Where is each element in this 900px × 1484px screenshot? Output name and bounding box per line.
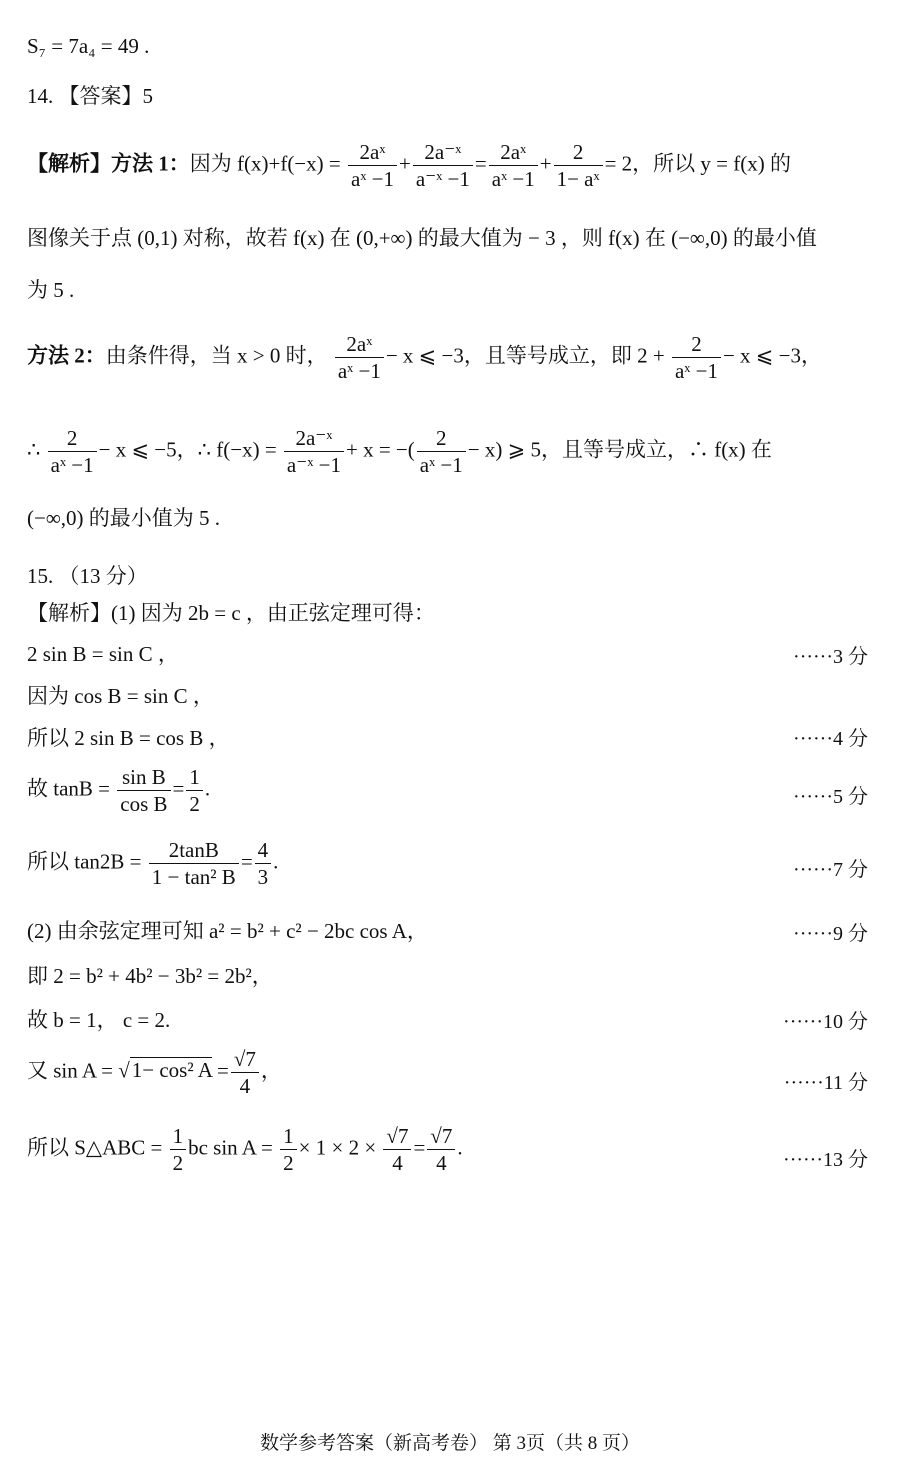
q15-part1-intro: 【解析】(1) 因为 2b = c ，由正弦定理可得： [27,601,435,625]
text: ， [260,1058,282,1083]
text: 因为 f(x)+f(−x) = [189,151,341,176]
numerator: 2 [554,140,603,166]
score-4: ······4 分 [793,728,868,750]
q15-step-sin-a [27,1047,282,1098]
q14-answer: 14. 【答案】5 [27,84,153,108]
numerator: 4 [255,838,272,864]
fraction [231,1047,259,1098]
numerator: √7 [427,1124,455,1150]
numerator: 2aˣ [335,332,384,358]
text: = [216,1058,229,1083]
denominator: cos B [120,792,168,817]
text: = [240,849,253,874]
text: 又 sin A = √ [27,1058,130,1083]
denominator: aˣ −1 [50,453,94,478]
denominator: 4 [392,1151,403,1176]
score-13: ······13 分 [783,1149,868,1171]
denominator: 2 [283,1151,294,1176]
denominator: aˣ −1 [674,359,718,384]
fraction [117,765,170,816]
text: 所以 S△ABC = [27,1135,163,1160]
denominator: a⁻ˣ −1 [286,453,341,478]
text: − x ⩽ −3， [722,343,822,368]
q15-step-b-c: 故 b = 1， c = 2. [27,1008,171,1032]
fraction [255,838,272,889]
numerator: 1 [186,765,203,791]
score-10: ······10 分 [783,1011,868,1033]
text: = 2，所以 y = f(x) 的 [604,151,791,176]
text: + x = −( [346,437,415,462]
denominator: aˣ −1 [491,167,535,192]
fraction [186,765,203,816]
text: − x) ⩾ 5，且等号成立，∴ f(x) 在 [467,437,772,462]
score-7: ······7 分 [793,859,868,881]
numerator: 2 [417,426,466,452]
q15-step-cos: 所以 2 sin B = cos B ， [27,726,230,750]
text: − x ⩽ −5，∴ f(−x) = [98,437,277,462]
fraction [383,1124,411,1175]
denominator: 1 − tan² B [151,865,236,890]
fraction [335,332,384,383]
q15-part2-cosine-law: (2) 由余弦定理可知 a² = b² + c² − 2bc cos A， [27,919,428,943]
text: = [172,776,185,801]
score-11: ······11 分 [783,1072,868,1094]
numerator: 2tanB [149,838,239,864]
q14-method2 [27,332,822,383]
denominator: 2 [172,1151,184,1176]
numerator: √7 [383,1124,411,1150]
denominator: 1− aˣ [556,167,600,192]
numerator: sin B [117,765,170,791]
q14-line-min: 为 5 . [27,278,75,302]
method2-label: 方法 2： [27,343,106,368]
score-5: ······5 分 [793,786,868,808]
denominator: aˣ −1 [337,359,381,384]
text: 由条件得，当 x > 0 时， [105,343,328,368]
q14-derivation [27,426,772,477]
denominator: 3 [257,865,269,890]
fraction [284,426,344,477]
denominator: 4 [239,1074,251,1099]
text: bc sin A = [188,1135,273,1160]
text: . [457,1135,463,1160]
text: − x ⩽ −3，且等号成立，即 2 + [385,343,665,368]
method1-label: 【解析】方法 1： [27,151,190,176]
denominator: aˣ −1 [351,167,394,192]
q15-step-cos-sin: 因为 cos B = sin C ， [27,684,214,708]
q15-header: 15. （13 分） [27,564,148,588]
numerator: 2 [48,426,97,452]
denominator: 2 [189,792,200,817]
numerator: 2aˣ [489,140,538,166]
denominator: a⁻ˣ −1 [415,167,470,192]
fraction [348,140,397,191]
q15-step-sin: 2 sin B = sin C ， [27,642,179,666]
text: = [413,1135,426,1160]
fraction [280,1124,297,1175]
q14-conclusion: (−∞,0) 的最小值为 5 . [27,506,221,530]
q15-step-b-squared: 即 2 = b² + 4b² − 3b² = 2b²， [27,964,273,988]
page-footer: 数学参考答案（新高考卷） 第 3页（共 8 页） [259,1433,640,1454]
numerator: 2 [672,332,721,358]
fraction [48,426,97,477]
numerator: 2a⁻ˣ [284,426,344,452]
numerator: 1 [280,1124,297,1150]
numerator: 2aˣ [348,140,397,166]
text: × 1 × 2 × [298,1135,377,1160]
q15-step-area [27,1124,463,1175]
text: 故 tanB = [27,776,111,801]
q15-step-tan [27,765,210,816]
fraction [170,1124,187,1175]
text: . [204,776,211,801]
q14-line-symmetry: 图像关于点 (0,1) 对称，故若 f(x) 在 (0,+∞) 的最大值为 − 3 ，则 f(x) 在 (−∞,0) 的最小值 [27,226,817,250]
sqrt-radicand: 1− cos² A [131,1058,212,1083]
q14-method1: 【解析】方法 1：因为 f(x)+f(−x) = $\frac{\text{2aˣ}}{\text{aˣ −1}}$ + $\frac{\text{2a⁻ˣ}}{\text{a⁻ˣ −1}}$ = $\frac{\text{2aˣ}}{\text{aˣ −1}}$ + $\frac{2}{\text{1− aˣ}}$ = 2，所以 y = f(x) 的 [27,140,791,192]
fraction [672,332,721,383]
numerator: 1 [170,1124,187,1150]
fraction [417,426,466,477]
fraction [489,140,538,191]
fraction [427,1124,455,1175]
fraction [554,140,603,191]
text: ∴ [27,437,41,462]
fraction [413,140,473,191]
line-s7: S₇ = 7a₄ = 49 . [27,34,150,58]
text: 所以 tan2B = [27,849,142,874]
score-9: ······9 分 [793,923,868,945]
numerator: √7 [231,1047,259,1073]
denominator: 4 [436,1151,447,1176]
denominator: aˣ −1 [419,453,463,478]
q15-step-tan2b [27,838,278,889]
text: . [273,849,279,874]
fraction [149,838,239,889]
numerator: 2a⁻ˣ [413,140,473,166]
score-3: ······3 分 [793,646,868,668]
